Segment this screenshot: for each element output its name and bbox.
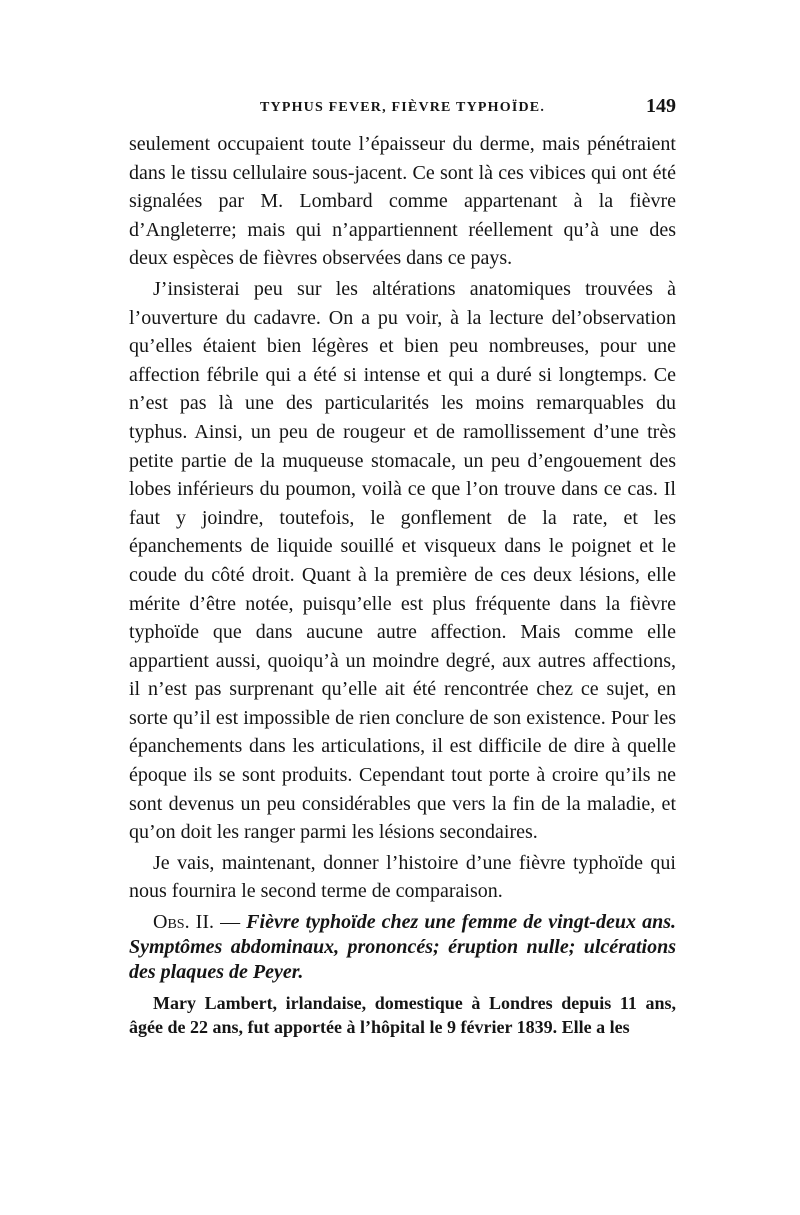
book-page <box>129 90 676 1039</box>
running-title: TYPHUS FEVER, FIÈVRE TYPHOÏDE. <box>259 100 546 115</box>
case-report-text: Mary Lambert, irlandaise, domestique à Londres depuis 11 ans, âgée de 22 ans, fut apportée à l’hôpital le 9 février 1839. Elle a les <box>129 993 676 1038</box>
observation-title: Fièvre typhoïde chez une femme de vingt-deux ans. Symptômes abdominaux, prononcés; éruption nulle; ulcérations des plaques de Peyer. <box>129 911 676 984</box>
observation-heading <box>129 910 676 985</box>
observation-label: Obs. II. — <box>153 911 241 934</box>
page-number: 149 <box>646 95 676 117</box>
running-header <box>129 90 676 130</box>
paragraph-transition: Je vais, maintenant, donner l’histoire d’une fièvre typhoïde qui nous fournira le second terme de comparaison. <box>129 851 676 903</box>
paragraph-continuation: seulement occupaient toute l’épaisseur du derme, mais pénétraient dans le tissu cellulaire sous-jacent. Ce sont là ces vibices qui ont été signalées par M. Lombard comme appartenant à la fièvre d’Angleterre; mais qui n’appartiennent réellement qu’à une des deux espèces de fièvres observées dans ce pays. <box>129 133 676 270</box>
paragraph-anatomical-alterations: J’insisterai peu sur les altérations anatomiques trouvées à l’ouverture du cadavre. On a pu voir, à la lecture del’observation qu’elles étaient bien légères et bien peu nombreuses, pour une affection fébrile qui a été si intense et qui a duré si longtemps. Ce n’est pas là une des particularités les moins remarquables du typhus. Ainsi, un peu de rougeur et de ramollissement d’une très petite partie de la muqueuse stomacale, un peu d’engouement des lobes inférieurs du poumon, voilà ce que l’on trouve dans ce cas. Il faut y joindre, toutefois, le gonflement de la rate, et les épanchements de liquide souillé et visqueux dans le poignet et le coude du côté droit. Quant à la première de ces deux lésions, elle mérite d’être notée, puisqu’elle est plus fréquente dans la fièvre typhoïde que dans aucune autre affection. Mais comme elle appartient aussi, quoiqu’à un moindre degré, aux autres affections, il n’est pas surprenant qu’elle ait été rencontrée chez ce sujet, en sorte qu’il est impossible de rien conclure de son existence. Pour les épanchements dans les articulations, il est difficile de dire à quelle époque ils se sont produits. Cependant tout porte à croire qu’ils ne sont devenus un peu considérables que vers la fin de la maladie, et qu’on doit les ranger parmi les lésions secondaires. <box>129 277 676 844</box>
